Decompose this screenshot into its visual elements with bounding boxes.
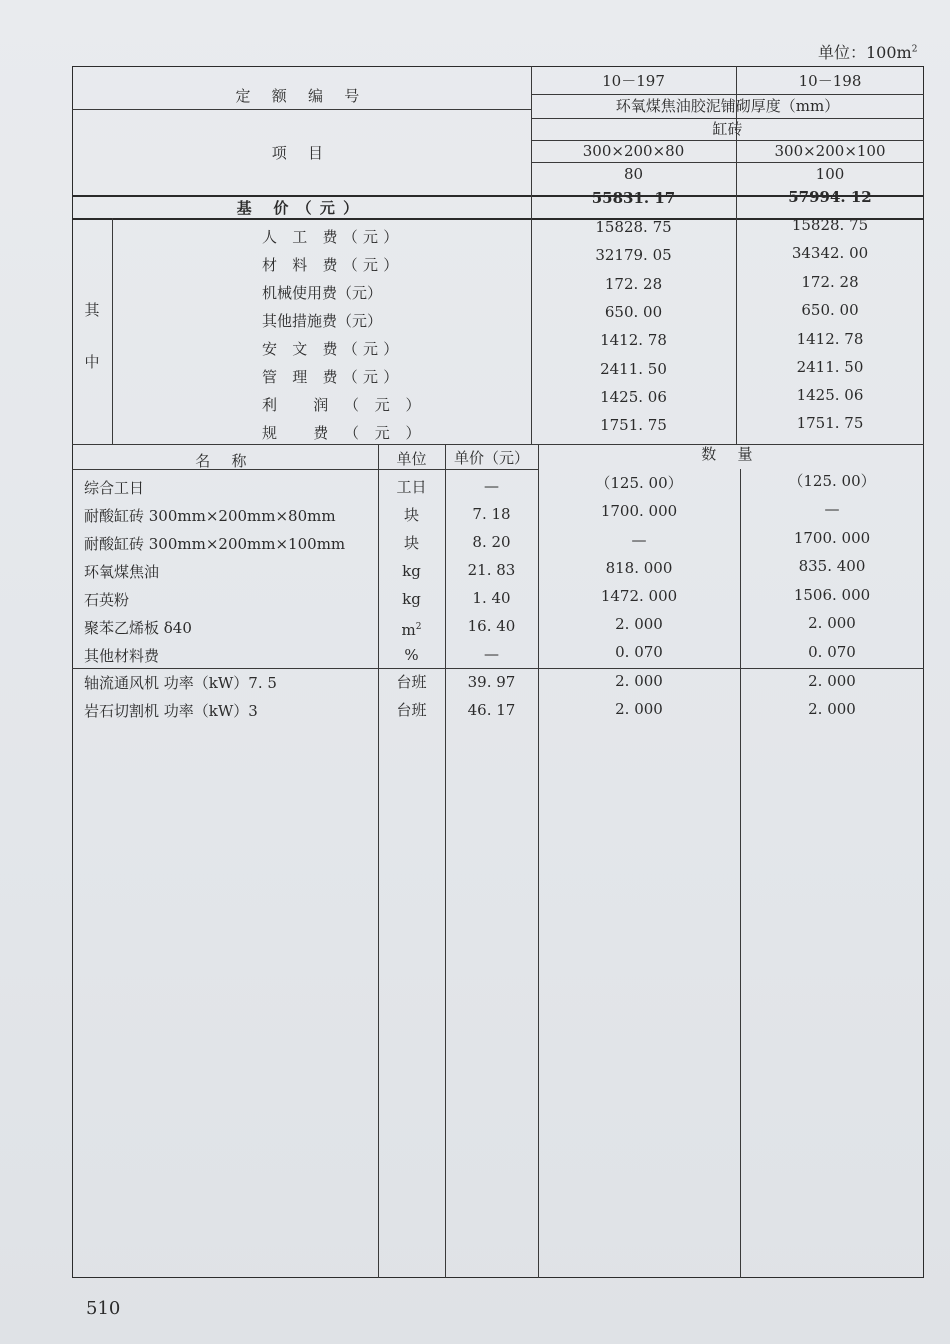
- item-quantity-1: 818. 000: [605, 559, 673, 577]
- fee-value-2: 1425. 06: [796, 386, 864, 404]
- item-unit: %: [404, 646, 419, 664]
- quota-number-label: 定 额 编 号: [235, 87, 368, 105]
- item-unit: 块: [403, 534, 419, 552]
- item-quantity-2: 2. 000: [808, 700, 856, 718]
- fee-value-1: 172. 28: [604, 275, 663, 293]
- item-quantity-1: 1472. 000: [600, 587, 678, 605]
- column-spec-1: 300×200×80: [582, 142, 685, 160]
- item-unit: 工日: [396, 478, 427, 496]
- header-quantity: 数 量: [701, 445, 761, 463]
- item-quantity-1: 2. 000: [615, 672, 663, 690]
- fee-value-2: 1751. 75: [796, 414, 864, 432]
- base-price-1: 55831. 17: [591, 189, 676, 207]
- material-type-label: 缸砖: [712, 120, 743, 138]
- among-label-1: 其: [84, 301, 100, 319]
- item-price: 46. 17: [467, 701, 516, 719]
- fee-value-1: 1425. 06: [600, 388, 667, 406]
- item-quantity-2: 2. 000: [808, 672, 856, 690]
- project-label: 项 目: [271, 144, 332, 162]
- item-name: 综合工日: [84, 479, 145, 497]
- item-name: 耐酸缸砖 300mm×200mm×100mm: [84, 535, 346, 553]
- fee-value-1: 2411. 50: [600, 360, 667, 378]
- fee-value-1: 15828. 75: [595, 218, 672, 236]
- item-quantity-1: —: [631, 531, 647, 549]
- item-unit: 台班: [396, 701, 427, 719]
- item-quantity-1: （125. 00）: [595, 474, 683, 492]
- item-price: 1. 40: [472, 589, 511, 607]
- item-quantity-2: 2. 000: [808, 614, 856, 632]
- item-quantity-1: 1700. 000: [600, 502, 678, 520]
- item-price: 21. 83: [467, 561, 516, 579]
- item-price: 39. 97: [467, 673, 516, 691]
- item-price: —: [484, 645, 499, 663]
- item-name: 其他材料费: [84, 647, 160, 665]
- fee-value-1: 650. 00: [604, 303, 663, 321]
- fee-value-2: 650. 00: [801, 301, 859, 319]
- item-name: 岩石切割机 功率（kW）3: [84, 702, 258, 720]
- item-quantity-2: 835. 400: [798, 557, 866, 575]
- item-price: 7. 18: [472, 505, 511, 523]
- fee-value-2: 172. 28: [801, 273, 859, 291]
- fee-value-1: 1751. 75: [600, 416, 667, 434]
- item-quantity-2: （125. 00）: [788, 472, 876, 490]
- fee-value-1: 1412. 78: [600, 331, 667, 349]
- item-unit: kg: [402, 562, 421, 580]
- item-quantity-1: 0. 070: [615, 643, 663, 661]
- fee-label: 利 润（元）: [262, 396, 437, 414]
- among-label-2: 中: [84, 353, 100, 371]
- fee-label: 其他措施费（元）: [262, 312, 383, 330]
- base-price-label: 基 价（元）: [236, 199, 367, 217]
- item-name: 聚苯乙烯板 δ40: [84, 619, 192, 637]
- column-code-1: 10－197: [602, 72, 665, 90]
- page-number: 510: [86, 1298, 121, 1319]
- fee-label: 人 工 费（元）: [262, 228, 404, 246]
- item-price: 8. 20: [472, 533, 511, 551]
- item-quantity-2: 0. 070: [808, 643, 856, 661]
- base-price-2: 57994. 12: [788, 188, 872, 206]
- item-name: 石英粉: [84, 591, 130, 609]
- item-quantity-2: —: [824, 500, 840, 518]
- item-quantity-1: 2. 000: [615, 615, 663, 633]
- item-name: 耐酸缸砖 300mm×200mm×80mm: [84, 507, 336, 525]
- column-thickness-1: 80: [623, 165, 644, 183]
- subtitle-label: 环氧煤焦油胶泥铺砌厚度（mm）: [615, 97, 840, 115]
- fee-value-2: 2411. 50: [796, 358, 864, 376]
- item-name: 轴流通风机 功率（kW）7. 5: [84, 674, 277, 692]
- fee-value-1: 32179. 05: [595, 246, 672, 264]
- fee-label: 机械使用费（元）: [262, 284, 383, 302]
- fee-value-2: 1412. 78: [796, 330, 864, 348]
- fee-label: 材 料 费（元）: [262, 256, 404, 274]
- header-unit-price: 单价（元）: [453, 449, 529, 467]
- column-spec-2: 300×200×100: [774, 142, 886, 160]
- column-thickness-2: 100: [815, 165, 845, 183]
- item-quantity-1: 2. 000: [615, 700, 663, 718]
- item-name: 环氧煤焦油: [84, 563, 160, 581]
- header-name: 名 称: [195, 452, 255, 470]
- item-quantity-2: 1700. 000: [793, 529, 871, 547]
- item-unit: 台班: [396, 673, 427, 691]
- item-price: 16. 40: [467, 617, 516, 635]
- header-unit: 单位: [396, 450, 427, 468]
- fee-value-2: 15828. 75: [791, 216, 869, 234]
- item-price: —: [484, 477, 499, 495]
- item-unit: $m^2$: [401, 621, 422, 639]
- item-unit: kg: [402, 590, 421, 608]
- unit-label: 单位：$100m^2$: [818, 43, 918, 62]
- fee-value-2: 34342. 00: [791, 244, 869, 262]
- item-quantity-2: 1506. 000: [793, 586, 871, 604]
- column-code-2: 10－198: [798, 72, 862, 90]
- fee-label: 安 文 费（元）: [262, 340, 404, 358]
- item-unit: 块: [403, 506, 419, 524]
- fee-label: 管 理 费（元）: [262, 368, 404, 386]
- fee-label: 规 费（元）: [262, 424, 437, 442]
